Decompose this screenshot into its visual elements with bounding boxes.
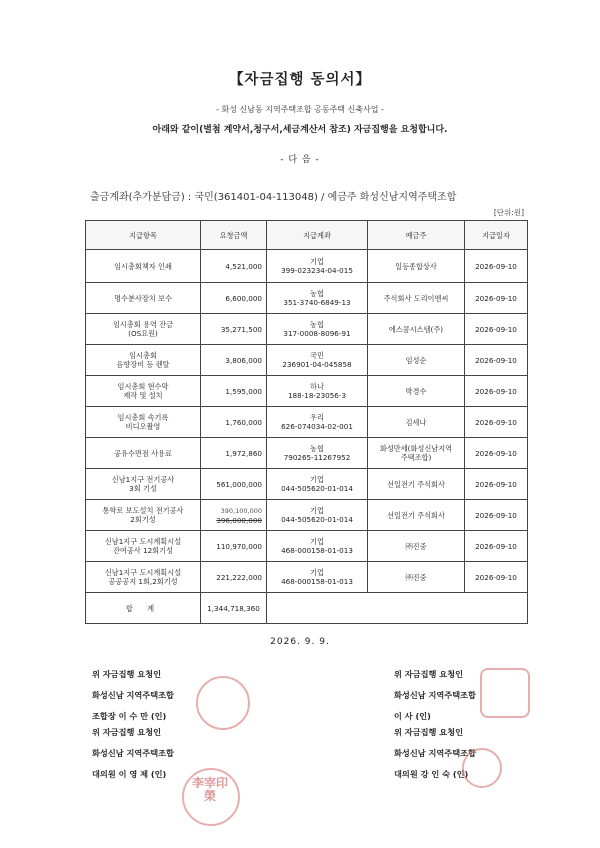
holder-cell [368,562,465,593]
cell-line: 공공공지 1회,2회기성 [108,577,178,586]
holder-cell [368,407,465,438]
document-date: 2026. 9. 9. [270,637,330,647]
signature-line: 위 자금집행 요청인 [394,727,463,737]
holder-cell [368,438,465,469]
signature-left-top [92,664,174,727]
date-cell: 2026-09-10 [465,376,528,407]
bank-name: 기업 [310,506,324,515]
cell-line: 신남1지구 전기공사 [111,475,175,484]
cell-line: 잔여공사 12회기성 [112,546,174,555]
header-account: 지급계좌 [267,221,368,250]
date-cell: 2026-09-10 [465,314,528,345]
account-cell [267,407,368,438]
account-number: 351-3740-6849-13 [283,298,351,307]
item-cell [86,500,201,531]
date-cell: 2026-09-10 [465,345,528,376]
bank-name: 국민 [310,351,324,360]
date-cell: 2026-09-10 [465,438,528,469]
holder-cell [368,376,465,407]
table-row [86,407,528,438]
bank-name: 농협 [310,444,324,453]
cell-line: 임시총회책자 인쇄 [114,261,172,271]
account-number: 188-18-23056-3 [287,391,347,400]
signature-left-bottom [92,722,174,785]
handwritten-amount: 390,100,000 [220,506,262,515]
signature-line: 위 자금집행 요청인 [394,669,463,679]
cell-line: 김세나 [405,417,427,427]
cell-line: 임시총회 용역 잔금 [112,320,174,329]
amount-cell: 3,806,000 [201,345,267,376]
header-item: 지급항목 [86,221,201,250]
account-cell [267,250,368,283]
holder-cell [368,314,465,345]
table-header-row [86,221,528,250]
signature-line: 화성신남 지역주택조합 [92,748,174,758]
bank-name: 농협 [310,320,324,329]
account-cell [267,283,368,314]
signature-right-top [394,664,476,727]
amount-cell: 6,600,000 [201,283,267,314]
bank-name: 하나 [310,382,324,391]
cell-line: 신남1지구 도시계획시설 [104,568,182,577]
seal-characters: 李宰印榮 [191,776,228,803]
account-cell [267,345,368,376]
cell-line: 음향장비 등 렌탈 [116,360,170,369]
bank-name: 기업 [310,257,324,266]
cell-line: 비디오촬영 [125,422,161,431]
amount-cell: 1,972,860 [201,438,267,469]
project-subtitle: - 화성 신남동 지역주택조합 공동주택 신축사업 - [216,105,384,114]
account-number: 044-505620-01-014 [281,515,353,524]
account-number: 317-0008-8096-91 [283,329,351,338]
account-number: 236901-04-045858 [282,360,352,369]
bank-name: 기업 [310,568,324,577]
account-cell [267,531,368,562]
item-cell [86,407,201,438]
table-row [86,562,528,593]
cell-line: 제작 및 설치 [123,391,163,400]
holder-cell [368,469,465,500]
account-cell [267,438,368,469]
signature-line: 화성신남 지역주택조합 [394,690,476,700]
date-cell: 2026-09-10 [465,500,528,531]
signature-line: 위 자금집행 요청인 [92,727,161,737]
holder-cell [368,500,465,531]
account-cell [267,314,368,345]
amount-cell: 561,000,000 [201,469,267,500]
unit-label: [단위:원] [493,208,524,217]
table-row [86,376,528,407]
total-amount-cell: 1,344,718,360 [201,593,267,624]
payment-table [85,220,528,624]
bank-name: 기업 [310,475,324,484]
bank-name: 기업 [310,537,324,546]
item-cell [86,562,201,593]
table-row [86,314,528,345]
item-cell [86,283,201,314]
amount-cell: 1,760,000 [201,407,267,438]
total-row [86,593,528,624]
account-number: 468-000158-01-013 [281,577,353,586]
signature-line: 화성신남 지역주택조합 [394,748,476,758]
item-cell [86,345,201,376]
cell-line: 임시총회 [129,351,157,360]
cell-line: 명수분사장치 보수 [114,293,172,303]
account-cell [267,562,368,593]
cell-line: 화성만세(화성신남지역 [379,444,453,453]
item-cell [86,469,201,500]
date-cell: 2026-09-10 [465,407,528,438]
cell-line: 3회 기성 [129,484,157,493]
cell-line: 통학로 보도설치 전기공사 [102,506,184,515]
item-cell [86,376,201,407]
table-row [86,345,528,376]
item-cell [86,314,201,345]
signature-line: 화성신남 지역주택조합 [92,690,174,700]
table-row [86,438,528,469]
seal-stamp-icon [480,668,530,718]
date-cell: 2026-09-10 [465,250,528,283]
date-cell: 2026-09-10 [465,531,528,562]
account-cell [267,500,368,531]
amount-cell: 4,521,000 [201,250,267,283]
section-heading: - 다 음 - [280,155,320,165]
table-row [86,283,528,314]
signature-line: 이 사 (인) [394,711,431,721]
request-statement: 아래와 같이(별첨 계약서,청구서,세금계산서 참조) 자금집행을 요청합니다. [152,125,448,135]
holder-cell [368,345,465,376]
total-label-cell: 합 계 [86,593,201,624]
struck-amount: 396,000,000 [216,515,262,525]
account-number: 468-000158-01-013 [281,546,353,555]
amount-cell: 221,222,000 [201,562,267,593]
signature-line: 조합장 이 수 만 (인) [92,711,167,721]
seal-stamp-icon [462,748,502,788]
table-row [86,469,528,500]
cell-line: 임시총회 속기록 [117,413,169,422]
amount-cell: 35,271,500 [201,314,267,345]
cell-line: 일등종합상사 [395,261,437,271]
date-cell: 2026-09-10 [465,562,528,593]
account-cell [267,469,368,500]
cell-line: 박경수 [405,386,427,396]
amount-cell [201,500,267,531]
amount-cell: 110,970,000 [201,531,267,562]
table-row [86,250,528,283]
bank-name: 우리 [310,413,324,422]
date-cell: 2026-09-10 [465,469,528,500]
seal-stamp-icon [196,676,250,730]
cell-line: ㈜진중 [405,541,427,551]
withdrawal-account: 출금계좌(추가분담금) : 국민(361401-04-113048) / 예금주 화성신남지역주택조합 [90,192,457,203]
cell-line: 임성순 [405,355,427,365]
table-body [86,250,528,624]
signature-line: 위 자금집행 요청인 [92,669,161,679]
item-cell [86,250,201,283]
header-amount: 요청금액 [201,221,267,250]
cell-line: 선일전기 주식회사 [387,479,445,489]
cell-line: 신남1지구 도시계획시설 [104,537,182,546]
item-cell [86,438,201,469]
holder-cell [368,283,465,314]
amount-cell: 1,595,000 [201,376,267,407]
table-row [86,531,528,562]
header-holder: 예금주 [368,221,465,250]
account-number: 399-023234-04-015 [281,266,353,275]
cell-line: 공유수면점 사용료 [114,448,172,458]
account-number: 790265-11267952 [283,453,351,462]
cell-line: 임시총회 현수막 [117,382,169,391]
table-row [86,500,528,531]
total-empty-cell [267,593,528,624]
cell-line: 주택조합) [400,453,432,462]
account-cell [267,376,368,407]
cell-line: 주식회사 도리이엔씨 [383,293,449,303]
signature-line: 대의원 이 영 제 (인) [92,769,167,779]
cell-line: (OS요원) [128,329,158,338]
holder-cell [368,531,465,562]
account-number: 626-074034-02-001 [281,422,353,431]
cell-line: ㈜진중 [405,572,427,582]
bank-name: 농협 [310,289,324,298]
cell-line: 선일전기 주식회사 [387,510,445,520]
account-number: 044-505620-01-014 [281,484,353,493]
cell-line: 2회기성 [130,515,156,524]
holder-cell [368,250,465,283]
document-title: 【자금집행 동의서】 [228,72,372,88]
item-cell [86,531,201,562]
cell-line: 에스콤시스템(주) [388,324,444,334]
date-cell: 2026-09-10 [465,283,528,314]
header-date: 지급일자 [465,221,528,250]
signature-line: 대의원 강 인 숙 (인) [394,769,469,779]
